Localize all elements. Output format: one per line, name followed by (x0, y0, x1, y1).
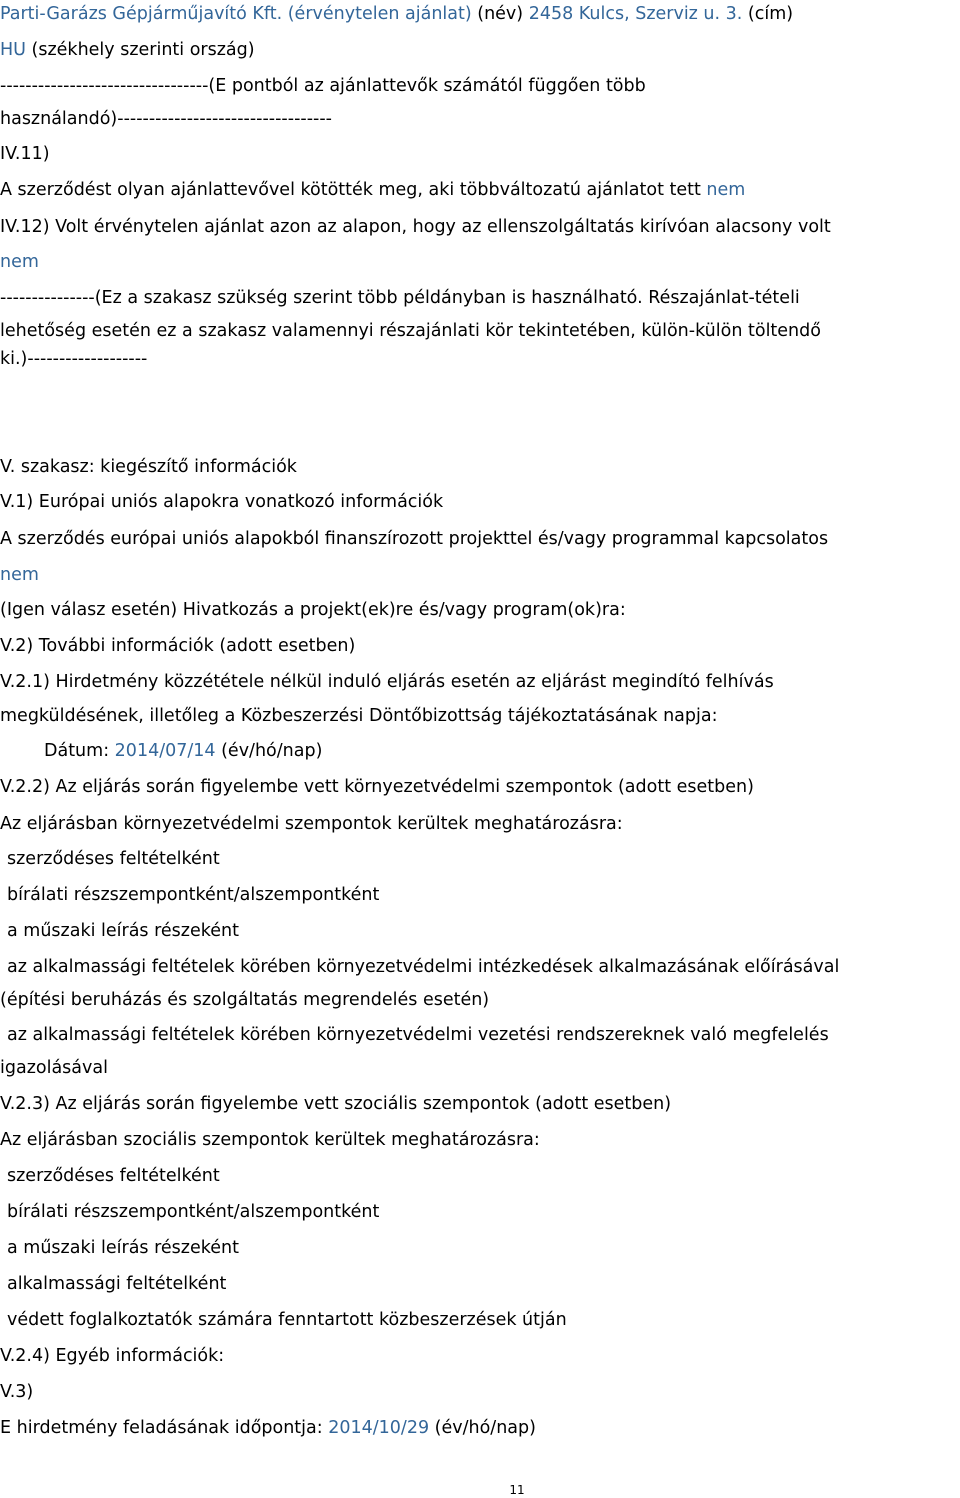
page-number: 11 (509, 1483, 525, 1497)
country-line (0, 38, 255, 62)
v21-date-value: 2014/07/14 (114, 741, 216, 761)
v21-date-format: (év/hó/nap) (215, 741, 323, 761)
v1-reference-label: (Igen válasz esetén) Hivatkozás a projekt(ek)re és/vagy program(ok)ra: (0, 600, 626, 620)
section-v2-heading: V.2) További információk (adott esetben) (0, 636, 356, 656)
v3-dispatch-date: 2014/10/29 (328, 1418, 430, 1438)
company-address: 2458 Kulcs, Szerviz u. 3. (528, 4, 743, 24)
v22-item: az alkalmassági feltételek körében környezetvédelmi intézkedések alkalmazásának előírásával (7, 957, 840, 977)
v22-item: szerződéses feltételként (7, 849, 220, 869)
v21-date-label: Dátum: (44, 741, 115, 761)
section-v3-heading: V.3) (0, 1382, 34, 1402)
note-line-3: ki.)------------------- (0, 349, 148, 369)
v22-item-continuation: igazolásával (0, 1058, 108, 1078)
section-v-heading: V. szakasz: kiegészítő információk (0, 457, 297, 477)
v1-question: A szerződés európai uniós alapokból finanszírozott projekttel és/vagy programmal kapcsolatos (0, 529, 829, 549)
winner-name-line (0, 2, 793, 26)
separator-note-1: ---------------------------------(E pontból az ajánlattevők számától függően több (0, 76, 646, 96)
v3-dispatch-label: E hirdetmény feladásának időpontja: (0, 1418, 329, 1438)
v23-item: védett foglalkoztatók számára fenntartott közbeszerzések útján (7, 1310, 567, 1330)
section-iv12-question: IV.12) Volt érvénytelen ajánlat azon az alapon, hogy az ellenszolgáltatás kirívóan alacsony volt (0, 217, 831, 237)
country-code: HU (0, 40, 26, 60)
iv11-answer: nem (706, 180, 746, 200)
v1-answer: nem (0, 565, 39, 585)
v23-item: alkalmassági feltételként (7, 1274, 227, 1294)
v21-line-2: megküldésének, illetőleg a Közbeszerzési Döntőbizottság tájékoztatásának napja: (0, 706, 718, 726)
v22-item-continuation: (építési beruházás és szolgáltatás megrendelés esetén) (0, 990, 490, 1010)
separator-note-1b: használandó)---------------------------------- (0, 109, 332, 129)
v23-item: a műszaki leírás részeként (7, 1238, 239, 1258)
v23-intro: Az eljárásban szociális szempontok kerültek meghatározásra: (0, 1130, 540, 1150)
iv11-question-text: A szerződést olyan ajánlattevővel kötötték meg, aki többváltozatú ajánlatot tett (0, 180, 707, 200)
v22-item: az alkalmassági feltételek körében környezetvédelmi vezetési rendszereknek való megfelelés (7, 1025, 829, 1045)
v3-dispatch-format: (év/hó/nap) (429, 1418, 536, 1438)
section-v24-heading: V.2.4) Egyéb információk: (0, 1346, 225, 1366)
v21-line-1: V.2.1) Hirdetmény közzététele nélkül induló eljárás esetén az eljárást megindító felhívás (0, 672, 774, 692)
section-iv11-question (0, 178, 745, 202)
v23-item: szerződéses feltételként (7, 1166, 220, 1186)
name-label: (név) (471, 4, 529, 24)
address-label: (cím) (742, 4, 794, 24)
company-name: Parti-Garázs Gépjárműjavító Kft. (érvénytelen ajánlat) (0, 4, 472, 24)
v23-item: bírálati részszempontként/alszempontként (7, 1202, 380, 1222)
v22-item: a műszaki leírás részeként (7, 921, 239, 941)
section-v22-heading: V.2.2) Az eljárás során figyelembe vett környezetvédelmi szempontok (adott esetben) (0, 777, 754, 797)
note-line-2: lehetőség esetén ez a szakasz valamennyi részajánlati kör tekintetében, külön-külön töltendő (0, 321, 821, 341)
iv12-answer: nem (0, 252, 39, 272)
v3-dispatch-date-line (0, 1416, 536, 1440)
v22-intro: Az eljárásban környezetvédelmi szempontok kerültek meghatározásra: (0, 814, 623, 834)
section-v1-heading: V.1) Európai uniós alapokra vonatkozó információk (0, 492, 444, 512)
v21-date-line (44, 739, 322, 763)
section-v23-heading: V.2.3) Az eljárás során figyelembe vett szociális szempontok (adott esetben) (0, 1094, 672, 1114)
country-label: (székhely szerinti ország) (25, 40, 255, 60)
v22-item: bírálati részszempontként/alszempontként (7, 885, 380, 905)
note-line-1: ---------------(Ez a szakasz szükség szerint több példányban is használható. Részajánlat-tételi (0, 288, 800, 308)
section-iv11-label: IV.11) (0, 144, 50, 164)
